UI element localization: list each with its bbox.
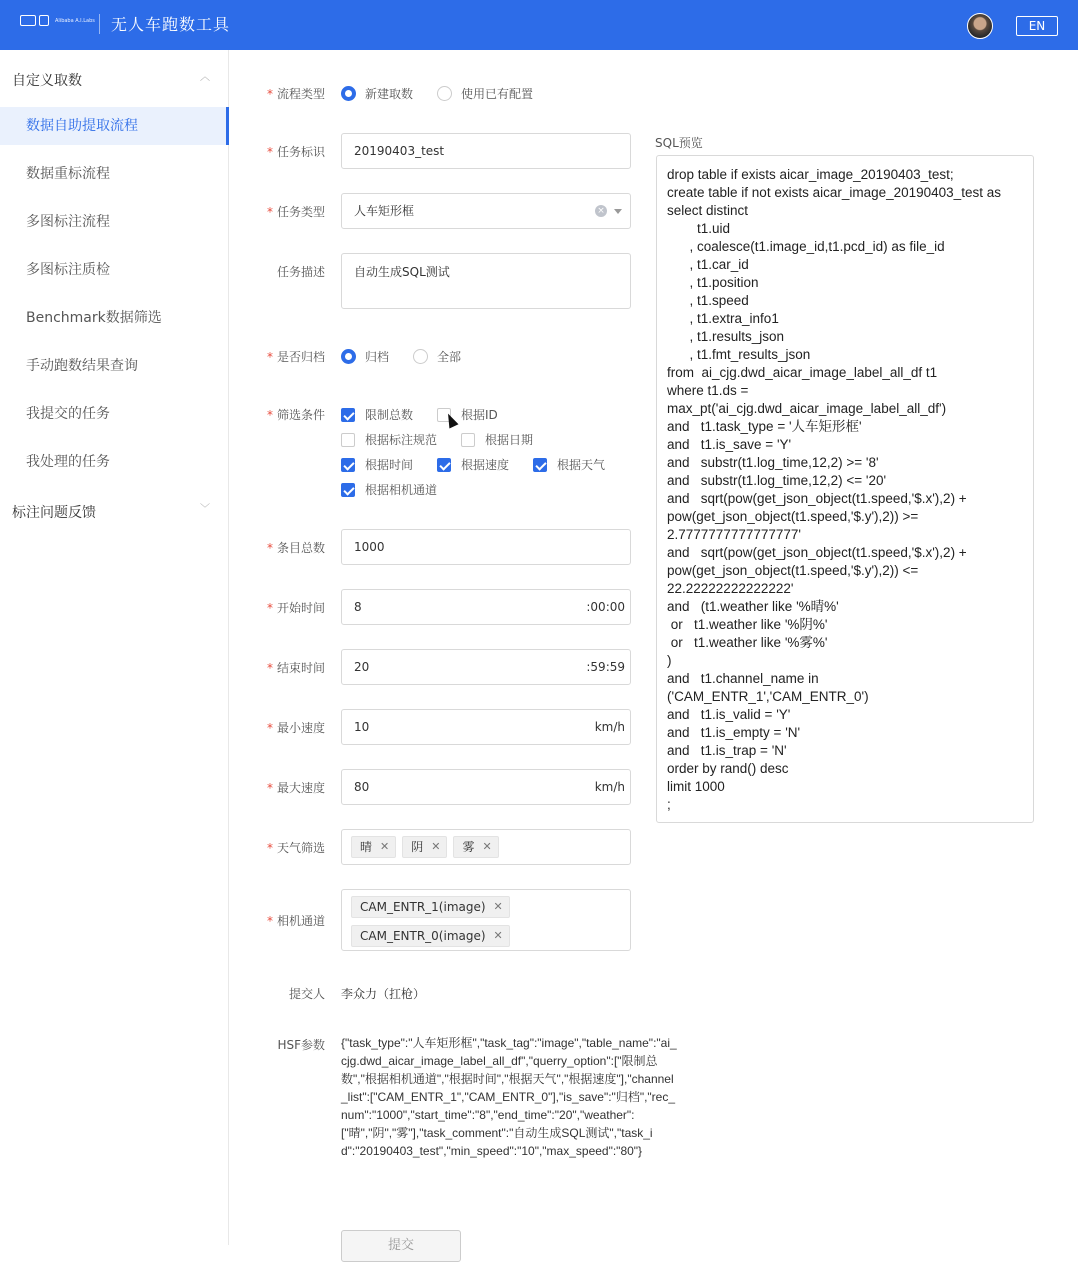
- sidebar-group-feedback[interactable]: 标注问题反馈: [12, 505, 96, 521]
- checkbox-by-label-spec[interactable]: 根据标注规范: [341, 431, 437, 448]
- sql-preview-label: SQL预览: [655, 136, 703, 150]
- sidebar-item-my-handled[interactable]: 我处理的任务: [26, 454, 110, 470]
- sidebar: [0, 50, 229, 1245]
- flow-type-label: * 流程类型: [266, 87, 325, 101]
- task-tag-input[interactable]: 20190403_test: [341, 133, 631, 169]
- task-desc-textarea[interactable]: 自动生成SQL测试: [341, 253, 631, 309]
- weather-multiselect[interactable]: [341, 829, 631, 865]
- radio-dot-checked: [341, 349, 356, 364]
- radio-all[interactable]: 全部: [413, 348, 461, 365]
- top-header: [0, 0, 1078, 50]
- clear-icon[interactable]: ×: [595, 205, 607, 217]
- camera-multiselect[interactable]: [341, 889, 631, 951]
- alibaba-ai-labs-logo[interactable]: [20, 15, 119, 26]
- radio-use-existing[interactable]: 使用已有配置: [437, 85, 533, 102]
- radio-new-extract[interactable]: 新建取数: [341, 85, 413, 102]
- checkbox-by-id[interactable]: 根据ID: [437, 406, 498, 423]
- sidebar-item-self-extract[interactable]: 数据自助提取流程: [0, 107, 229, 145]
- submitter-label: 提交人: [288, 987, 325, 1001]
- min-speed-input[interactable]: 10 km/h: [341, 709, 631, 745]
- end-time-label: * 结束时间: [266, 661, 325, 675]
- caret-down-icon[interactable]: [614, 209, 622, 214]
- radio-dot: [437, 86, 452, 101]
- min-speed-unit: km/h: [594, 720, 625, 734]
- chevron-down-icon[interactable]: ﹀: [200, 504, 210, 515]
- header-divider: [99, 14, 100, 34]
- max-speed-label: * 最大速度: [266, 781, 325, 795]
- app-title: 无人车跑数工具: [111, 15, 231, 34]
- start-time-input[interactable]: 8 :00:00: [341, 589, 631, 625]
- sidebar-item-multi-qc[interactable]: 多图标注质检: [26, 262, 110, 278]
- rec-num-input[interactable]: 1000: [341, 529, 631, 565]
- checkbox-by-weather[interactable]: 根据天气: [533, 456, 605, 473]
- checkbox-by-speed[interactable]: 根据速度: [437, 456, 509, 473]
- rec-num-label: * 条目总数: [266, 541, 325, 555]
- close-icon[interactable]: ✕: [482, 840, 492, 853]
- close-icon[interactable]: ✕: [493, 929, 503, 942]
- hsf-label: HSF参数: [277, 1038, 325, 1052]
- weather-tag: 晴 ✕: [351, 836, 396, 858]
- submitter-value: 李众力（扛枪）: [341, 987, 426, 1001]
- user-avatar[interactable]: [967, 13, 993, 39]
- close-icon[interactable]: ✕: [431, 840, 441, 853]
- hsf-params-text: {"task_type":"人车矩形框","task_tag":"image","table_name":"ai_cjg.dwd_aicar_image_label_all_df","querry_option":["限制总数","根据相机通道","根据时间","根据天气","根据速度"],"channel_list":["CAM_ENTR_1","CAM_ENTR_0"],"is_save":"归档","rec_num":"1000","start_time":"8","end_time":"20","weather":["晴","阴","雾"],"task_comment":"自动生成SQL测试","task_id":"20190403_test","min_speed":"10","max_speed":"80"}: [341, 1036, 677, 1158]
- end-time-input[interactable]: 20 :59:59: [341, 649, 631, 685]
- archive-label: * 是否归档: [266, 350, 325, 364]
- checkbox-by-time[interactable]: 根据时间: [341, 456, 413, 473]
- start-time-label: * 开始时间: [266, 601, 325, 615]
- radio-dot: [413, 349, 428, 364]
- weather-tag: 雾 ✕: [453, 836, 498, 858]
- sidebar-item-multi-label[interactable]: 多图标注流程: [26, 214, 110, 230]
- checkbox-limit-total[interactable]: 限制总数: [341, 406, 413, 423]
- min-speed-label: * 最小速度: [266, 721, 325, 735]
- filters-label: * 筛选条件: [266, 408, 325, 422]
- sidebar-item-my-submitted[interactable]: 我提交的任务: [26, 406, 110, 422]
- task-type-label: * 任务类型: [266, 205, 325, 219]
- sidebar-item-relabel[interactable]: 数据重标流程: [26, 166, 110, 182]
- sidebar-item-benchmark[interactable]: Benchmark数据筛选: [26, 310, 162, 326]
- radio-dot-checked: [341, 86, 356, 101]
- radio-archive[interactable]: 归档: [341, 348, 389, 365]
- end-time-suffix: :59:59: [586, 660, 625, 674]
- submit-button[interactable]: 提交: [341, 1230, 461, 1262]
- logo-mark-icon: [20, 15, 36, 26]
- weather-label: * 天气筛选: [266, 841, 325, 855]
- task-desc-label: 任务描述: [276, 265, 325, 279]
- camera-label: * 相机通道: [266, 914, 325, 928]
- close-icon[interactable]: ✕: [380, 840, 390, 853]
- camera-tag: CAM_ENTR_0(image) ✕: [351, 925, 510, 947]
- language-toggle-button[interactable]: EN: [1016, 16, 1058, 36]
- logo-text: Alibaba A.I.Labs: [55, 17, 95, 24]
- checkbox-by-camera[interactable]: 根据相机通道: [341, 481, 437, 498]
- sql-preview-box[interactable]: drop table if exists aicar_image_20190403_test; create table if not exists aicar_image_20190403_test as select distinct t1.uid , coalesce(t1.image_id,t1.pcd_id) as file_id , t1.car_id , t1.position , t1.speed , t1.extra_info1 , t1.results_json , t1.fmt_results_json from ai_cjg.dwd_aicar_image_label_all_df t1 where t1.ds = max_pt('ai_cjg.dwd_aicar_image_label_all_df') and t1.task_type = '人车矩形框' and t1.is_save = 'Y' and substr(t1.log_time,12,2) >= '8' and substr(t1.log_time,12,2) <= '20' and sqrt(pow(get_json_object(t1.speed,'$.x'),2) + pow(get_json_object(t1.speed,'$.y'),2)) >= 2.7777777777777777' and sqrt(pow(get_json_object(t1.speed,'$.x'),2) + pow(get_json_object(t1.speed,'$.y'),2)) <= 22.22222222222222' and (t1.weather like '%晴%' or t1.weather like '%阴%' or t1.weather like '%雾%' ) and t1.channel_name in ('CAM_ENTR_1','CAM_ENTR_0') and t1.is_valid = 'Y' and t1.is_empty = 'N' and t1.is_trap = 'N' order by rand() desc limit 1000 ;: [656, 155, 1034, 823]
- sidebar-item-manual-query[interactable]: 手动跑数结果查询: [26, 358, 138, 374]
- start-time-suffix: :00:00: [586, 600, 625, 614]
- max-speed-input[interactable]: 80 km/h: [341, 769, 631, 805]
- weather-tag: 阴 ✕: [402, 836, 447, 858]
- checkbox-by-date[interactable]: 根据日期: [461, 431, 533, 448]
- sidebar-group-custom[interactable]: 自定义取数: [12, 73, 82, 89]
- camera-tag: CAM_ENTR_1(image) ✕: [351, 896, 510, 918]
- chevron-up-icon[interactable]: ︿: [200, 72, 210, 83]
- task-tag-label: * 任务标识: [266, 145, 325, 159]
- close-icon[interactable]: ✕: [493, 900, 503, 913]
- max-speed-unit: km/h: [594, 780, 625, 794]
- task-type-select[interactable]: 人车矩形框 ×: [341, 193, 631, 229]
- logo-mark-icon-2: [39, 15, 49, 26]
